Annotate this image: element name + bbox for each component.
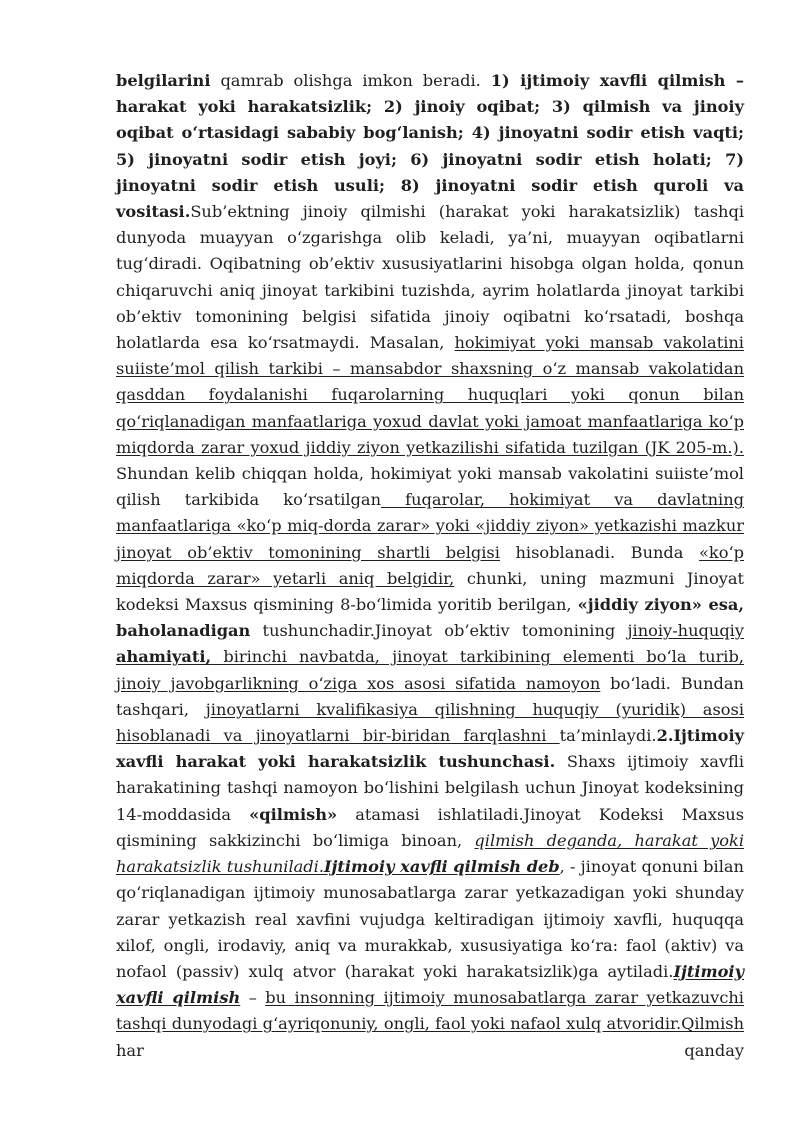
text-run: «jiddiy ziyon» esa, baholanadigan	[116, 595, 744, 641]
text-run: 2.Ijtimoiy xavfli harakat yoki harakatsizlik tushunchasi.	[116, 726, 744, 772]
text-run: belgilarini	[116, 71, 211, 90]
text-run: Shundan kelib chiqqan holda, hokimiyat yoki mansab vakolatini suiiste’mol qilish tarkibida ko‘rsatilgan	[116, 464, 744, 510]
body-paragraph	[116, 68, 744, 1064]
text-run: 1) ijtimoiy xavfli qilmish – harakat yoki harakatsizlik; 2) jinoiy oqibat; 3) qilmish va jinoiy oqibat o‘rtasidagi sababiy bog‘lanish; 4) jinoyatni sodir etish vaqti; 5) jinoyatni sodir etish joyi; 6) jinoyatni sodir etish holati; 7) jinoyatni sodir etish usuli; 8) jinoyatni sodir etish quroli va vositasi.	[116, 71, 744, 222]
text-run: chunki, uning mazmuni Jinoyat kodeksi Maxsus qismining 8-bo‘limida yoritib berilgan,	[116, 568, 745, 615]
text-run: qilmish deganda, harakat yoki harakatsizlik tushuniladi.	[116, 830, 745, 877]
text-run: «qilmish»	[249, 804, 338, 824]
text-run: har qanday	[116, 1040, 744, 1060]
text-run: jinoiy-huquqiy	[627, 621, 744, 641]
text-run: Ijtimoiy xavfli qilmish deb	[323, 857, 560, 877]
text-run: hisoblanadi. Bunda	[499, 542, 700, 562]
text-run: birinchi navbatda, jinoyat tarkibining elementi bo‘la turib, jinoiy javobgarlikning o‘ziga xos asosi sifatida namoyon	[116, 647, 744, 693]
text-run: fuqarolar, hokimiyat va davlatning manfaatlariga «ko‘p miq-dorda zarar» yoki «jiddiy ziyon» yetkazishi mazkur jinoyat ob’ektiv tomonining shartli belgisi	[116, 490, 744, 562]
text-run: atamasi ishlatiladi.Jinoyat Kodeksi Maxsus qismining sakkizinchi bo‘limiga binoan,	[116, 804, 745, 850]
text-run: –	[240, 988, 266, 1008]
text-run: hokimiyat yoki mansab vakolatini suiiste’mol qilish tarkibi – mansabdor shaxsning o‘z mansab vakolatidan qasddan foydalanishi fuqarolarning huquqlari yoki qonun bilan qo‘riqlanadigan manfaatlariga yoxud davlat yoki jamoat manfaatlariga ko‘p miqdorda zarar yoxud jiddiy ziyon yetkazilishi sifatida tuzilgan (JK 205-m.).	[116, 333, 744, 457]
text-run: ta’minlaydi.	[559, 726, 657, 746]
text-run: Shaxs ijtimoiy xavfli harakatining tashqi namoyon bo‘lishini belgilash uchun Jinoyat kodeksining 14-moddasida	[116, 752, 745, 824]
text-run: qamrab olishga imkon beradi.	[210, 71, 491, 90]
text-run: , - jinoyat qonuni bilan qo‘riqlanadigan ijtimoiy munosabatlarga zarar yetkazadigan yoki shunday zarar yetkazish real xavfini vujudga keltiradigan ijtimoiy xavfli, huquqqa xilof, ongli, irodaviy, aniq va murakkab, xususiyatiga ko‘ra: faol (aktiv) va nofaol (passiv) xulq atvor (harakat yoki harakatsizlik)ga aytiladi.	[116, 857, 744, 981]
text-run: bu insonning ijtimoiy munosabatlarga zarar yetkazuvchi tashqi dunyodagi g‘ayriqonuniy, ongli, faol yoki nafaol xulq atvoridir.Qilmish	[116, 988, 744, 1034]
text-run: bo‘ladi. Bundan tashqari,	[116, 673, 744, 719]
text-run: ahamiyati,	[116, 647, 212, 667]
text-run: tushunchadir.Jinoyat ob’ektiv tomonining	[250, 621, 628, 641]
text-run: Ijtimoiy xavfli qilmish	[116, 961, 744, 1008]
text-run: Sub’ektning jinoiy qilmishi (harakat yoki harakatsizlik) tashqi dunyoda muayyan o‘zgarishga olib keladi, ya’ni, muayyan oqibatlarni tug‘diradi. Oqibatning ob’ektiv xususiyatlarini hisobga olgan holda, qonun chiqaruvchi aniq jinoyat tarkibini tuzishda, ayrim holatlarda jinoyat tarkibi ob’ektiv tomonining belgisi sifatida jinoiy oqibatni ko‘rsatadi, boshqa holatlarda esa ko‘rsatmaydi. Masalan,	[116, 202, 744, 353]
text-run: «ko‘p miqdorda zarar» yetarli aniq belgidir,	[116, 542, 744, 588]
document-page	[116, 68, 744, 1064]
text-run: jinoyatlarni kvalifikasiya qilishning huquqiy (yuridik) asosi hisoblanadi va jinoyatlarni bir-biridan farqlashni	[116, 699, 744, 746]
